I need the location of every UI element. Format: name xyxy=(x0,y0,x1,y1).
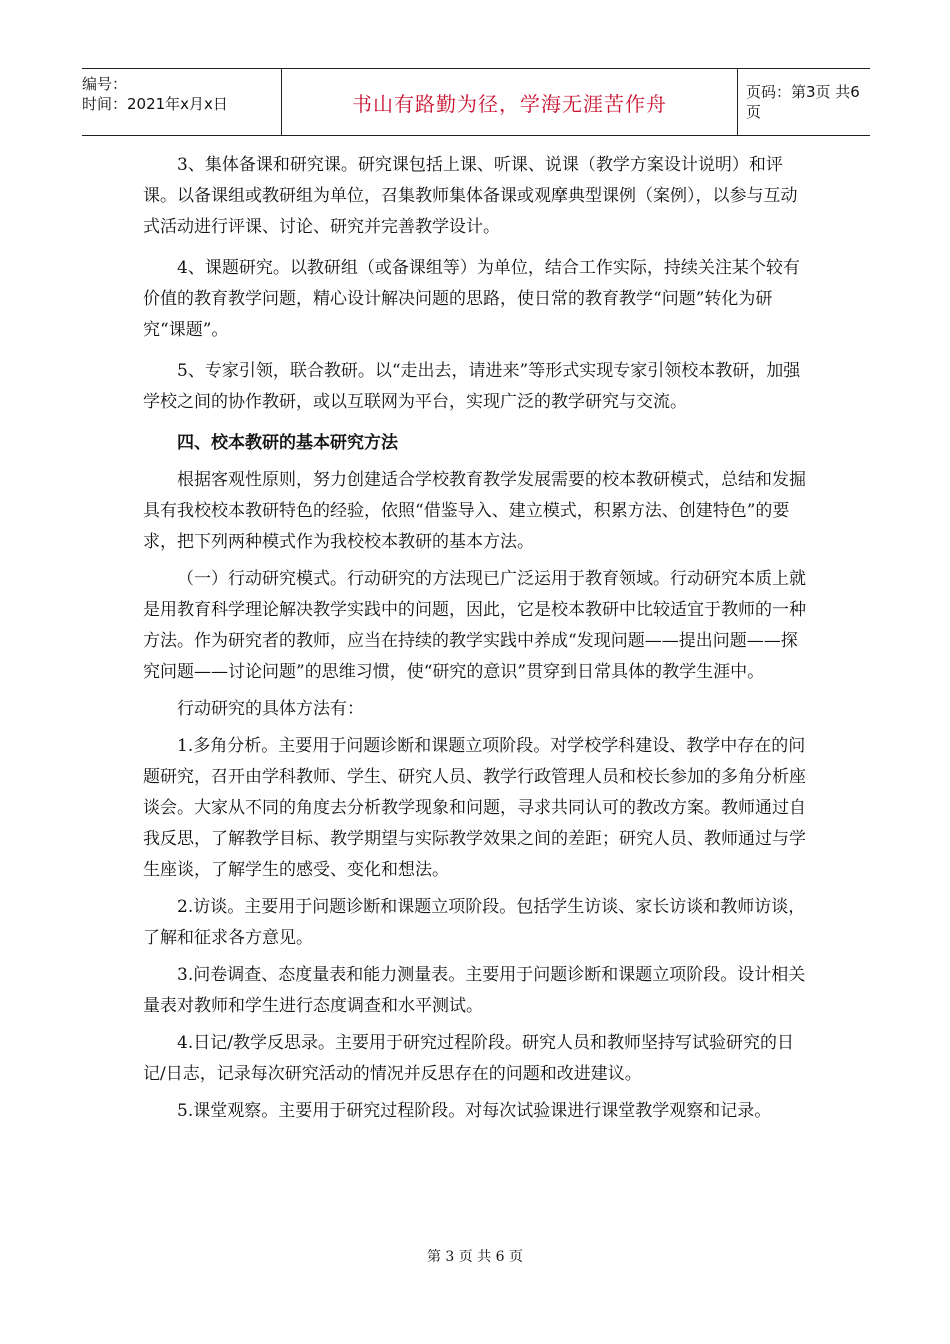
paragraph-item-3: 3、集体备课和研究课。研究课包括上课、听课、说课（教学方案设计说明）和评课。以备课组或教研组为单位，召集教师集体备课或观摩典型课例（案例），以参与互动式活动进行评课、讨论、研究并完善教学设计。 xyxy=(143,155,798,237)
section-heading: 四、校本教研的基本研究方法 xyxy=(177,433,398,453)
header-page-label: 页码：第3页 共6页 xyxy=(746,83,860,121)
page-header xyxy=(82,68,870,136)
header-meta xyxy=(82,69,282,135)
document-body xyxy=(143,150,807,1127)
section-intro: 根据客观性原则，努力创建适合学校教育教学发展需要的校本教研模式，总结和发掘具有我校校本教研特色的经验，依照“借鉴导入、建立模式，积累方法、创建特色”的要求，把下列两种模式作为我校校本教研的基本方法。 xyxy=(143,470,806,552)
header-motto-cell xyxy=(282,69,738,135)
method-item: 4.日记/教学反思录。主要用于研究过程阶段。研究人员和教师坚持写试验研究的日记/日志，记录每次研究活动的情况并反思存在的问题和改进建议。 xyxy=(143,1033,794,1084)
method-item: 2.访谈。主要用于问题诊断和课题立项阶段。包括学生访谈、家长访谈和教师访谈，了解和征求各方意见。 xyxy=(143,897,806,948)
serial-label: 编号： xyxy=(82,75,128,93)
action-research-paragraph: （一）行动研究模式。行动研究的方法现已广泛运用于教育领域。行动研究本质上就是用教育科学理论解决教学实践中的问题，因此，它是校本教研中比较适宜于教师的一种方法。作为研究者的教师，应当在持续的教学实践中养成“发现问题——提出问题——探究问题——讨论问题”的思维习惯，使“研究的意识”贯穿到日常具体的教学生涯中。 xyxy=(143,569,806,682)
paragraph-item-5: 5、专家引领，联合教研。以“走出去，请进来”等形式实现专家引领校本教研，加强学校之间的协作教研，或以互联网为平台，实现广泛的教学研究与交流。 xyxy=(143,361,801,412)
date-label: 时间：2021年x月x日 xyxy=(82,95,228,113)
method-item: 3.问卷调查、态度量表和能力测量表。主要用于问题诊断和课题立项阶段。设计相关量表对教师和学生进行态度调查和水平测试。 xyxy=(143,965,806,1016)
method-item: 1.多角分析。主要用于问题诊断和课题立项阶段。对学校学科建设、教学中存在的问题研究，召开由学科教师、学生、研究人员、教学行政管理人员和校长参加的多角分析座谈会。大家从不同的角度去分析教学现象和问题，寻求共同认可的教改方案。教师通过自我反思，了解教学目标、教学期望与实际教学效果之间的差距；研究人员、教师通过与学生座谈，了解学生的感受、变化和想法。 xyxy=(143,736,806,880)
paragraph-item-4: 4、课题研究。以教研组（或备课组等）为单位，结合工作实际，持续关注某个较有价值的教育教学问题，精心设计解决问题的思路，使日常的教育教学“问题”转化为研究“课题”。 xyxy=(143,258,800,340)
page-footer: 第 3 页 共 6 页 xyxy=(426,1249,524,1265)
methods-intro: 行动研究的具体方法有： xyxy=(177,699,364,719)
method-item: 5.课堂观察。主要用于研究过程阶段。对每次试验课进行课堂教学观察和记录。 xyxy=(177,1101,772,1121)
header-motto: 书山有路勤为径，学海无涯苦作舟 xyxy=(352,91,667,116)
header-page-cell xyxy=(738,69,870,135)
